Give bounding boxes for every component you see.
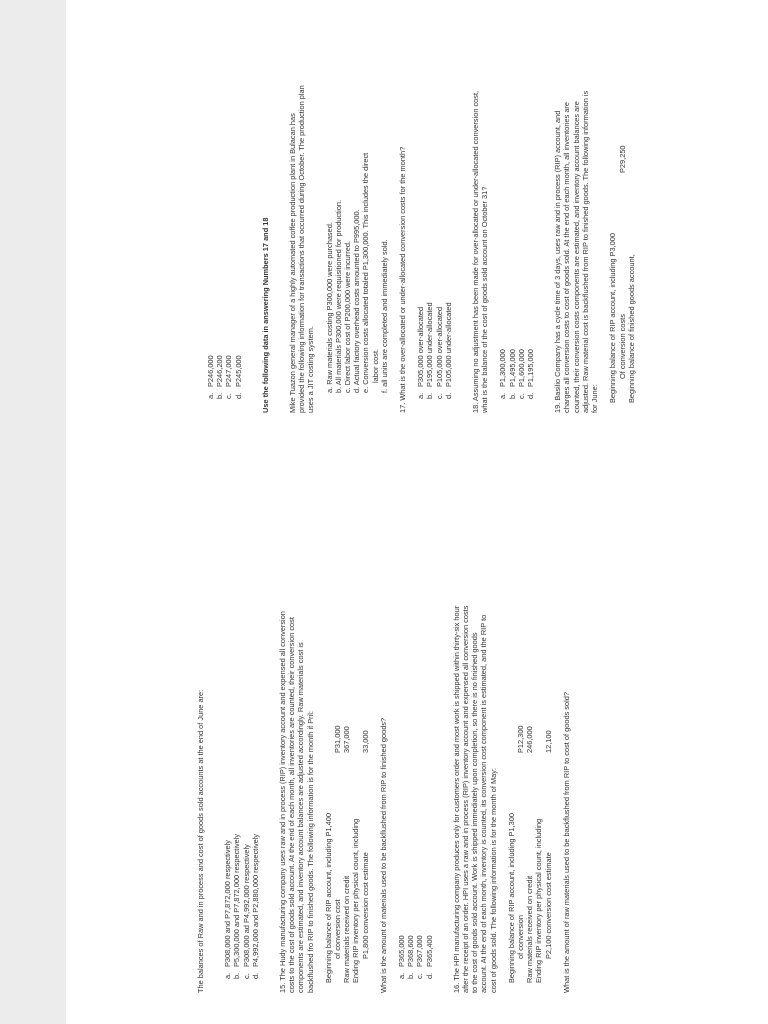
mike-text: Mike Tuazon general manager of a highly automated coffee production plant in Bulacan has provided the following information for transactions that occurred during October. The production plan uses a JIT costing system. [288, 85, 316, 413]
question-16-table: Beginning balance of RIP account, including P1,300 of conversion P12,300 Raw materials received on credit 246,000 Ending RIP inventory per physical count, including P2,100 conversion cost estimate 12,100 [506, 725, 553, 983]
question-17-text: 17. What is the over-allocated or under-allocated conversion costs for the month? [398, 146, 408, 413]
question-18-text: 18. Assuming no adjustment has been made for over-allocated or under-allocated conversion cost, what is the balance of the cost of goods sold account on October 31? [471, 90, 490, 413]
right-column [206, 83, 636, 413]
intro-options: a. P308,000 and P7,872,000 respectively b. P5,300,000 and P7,872,000 respectively c. P308,000 ad P4,992,000 respectively d. P4,992,000 and P2,880,000 respectively [223, 833, 260, 979]
question-15-table: Beginning balance of RIP account, including P1,400 of conversion cost P31,000 Raw materials received on credit 367,000 Ending RIP inventory per physical count, including P1,800 conversion cost estimate 33,000 [323, 725, 370, 983]
option-c: P308,000 ad P4,992,000 respectively [241, 844, 251, 967]
question-15-prompt: What is the amount of materials used to be backflushed from RIP to finished goods? [378, 717, 388, 993]
left-column [196, 603, 571, 993]
mike-items: a. Raw materials costing P300,000 were purchased. b. All materials P300,000 were requisitioned for production. c. Direct labor cost of P200,000 were incurred. d. Actual factory overhead costs amounted to P995,000. e. Conversion costs allocated totaled P1,300,000. This includes the direct labor cost. f. all units are completed and immediately sold. [324, 152, 389, 393]
question-15-text: 15. The Hudy manufacturing company uses raw and in process (RIP) inventory account and expensed all conversion costs to the cost of goods sold account. At the end of each month, all inventories are counted, their conversion cost components are estimated, and inventory account balances are adjusted accordingly. Raw materials cost is backflushed fro RIP to finished goods. The following information is for the month if Pril: [278, 611, 315, 993]
intro-text: The balances of Raw and in process and cost of goods sold accounts at the end of June are: [196, 689, 205, 993]
question-17-options: a. P305,000 over-allocated b. P195,000 under-allocated c. P105,000 over-allocated d. P105,000 under-allocated [416, 302, 453, 399]
option-a: P308,000 and P7,872,000 respectively [223, 840, 233, 967]
question-19-table: Beginning balance of RIP account, including P3,000 Of conversion costs P29,250 Beginning balance of finished goods account, [608, 145, 636, 403]
question-18-options: a. P1,300,000 b. P1,495,000 c. P1,600,000 d. P1,195,000 [498, 349, 536, 399]
document-page [66, 0, 768, 1024]
question-15-options: a. P365,000 b. P368,600 c. P367,000 d. P365,400 [397, 935, 434, 979]
option-b: P5,300,000 and P7,872,000 respectively [232, 833, 242, 967]
question-19-text: 19. Basilio Company has a cycle time of 3 days, uses raw and in process (RIP) account, and charges all conversion costs to cost of goods sold. At the end of each month, all inventories are counted, their conversion costs components are estimated, and inventory account balances are adjusted. Raw material cost is backflushed from RIP to finished goods. The following information is for June: [553, 90, 600, 413]
question-16-prompt: What is the amount of raw materials used to be backflushed from RIP to cost of goods sold? [561, 692, 571, 993]
question-16-text: 16. The HPI manufacturing company produces only for customers order and most work is shipped within thirty-six hour after the receipt of an order. HPI uses a raw and in process (RIP) inventory account and expensed all conversion costs to the cost of goods sold account. Work is shipped immediately upon completion, so there is no finished goods account. At the end of each month, inventory is counted, its conversion cost component is estimated, and the RIP to cost of goods sold. The following information is for the month of May: [451, 605, 498, 993]
option-d: P4,992,000 and P2,880,000 respectively [250, 833, 260, 967]
top-options: a. P246,000 b. P246,200 c. P247,000 d. P245,000 [206, 355, 243, 399]
section-heading: Use the following data in answering Numbers 17 and 18 [260, 217, 270, 413]
